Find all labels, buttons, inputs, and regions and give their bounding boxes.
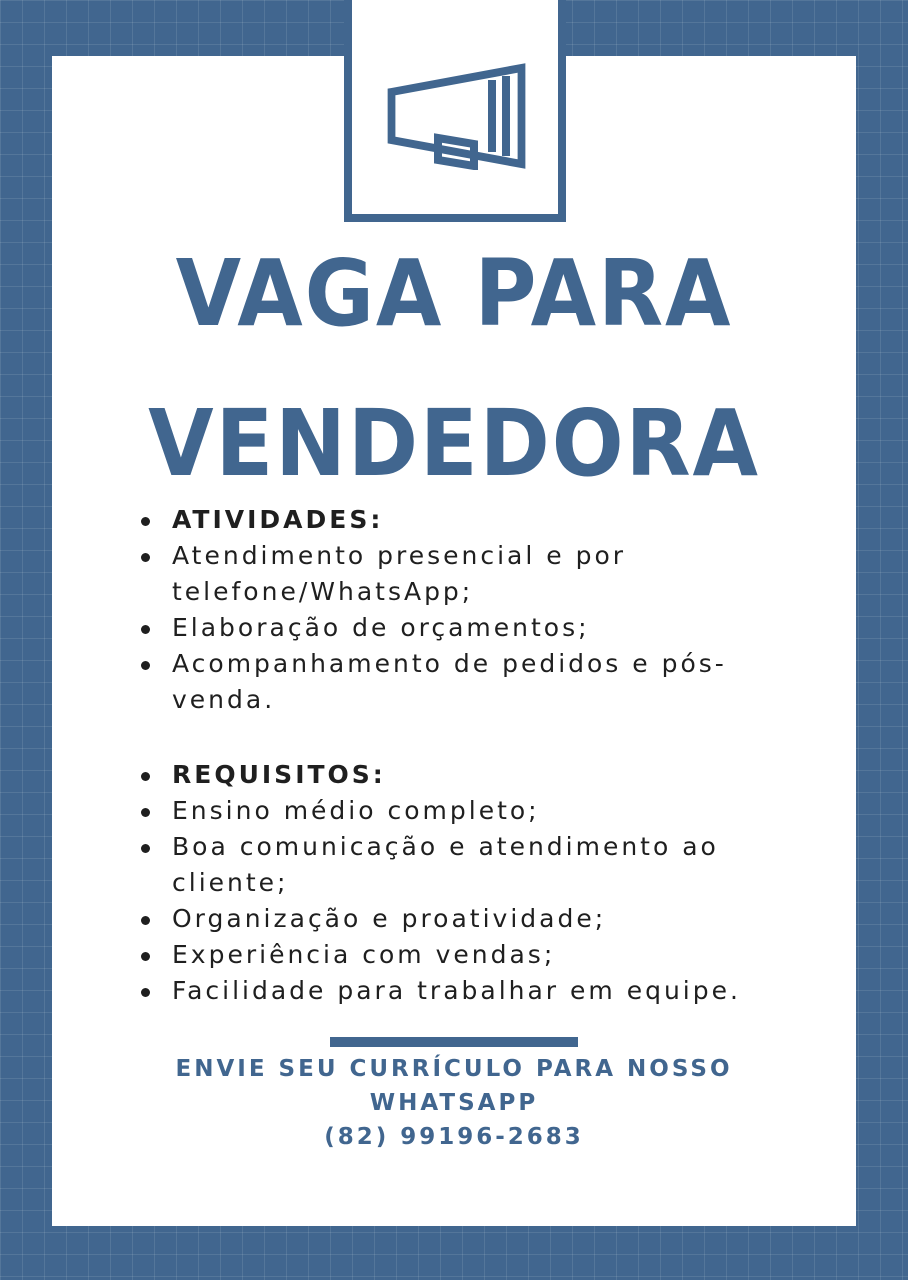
cta-line1: ENVIE SEU CURRÍCULO PARA NOSSO	[175, 1056, 733, 1082]
phone-number[interactable]: (82) 99196-2683	[324, 1124, 584, 1150]
atividades-list	[138, 502, 818, 718]
divider	[330, 1037, 578, 1047]
list-item: Atendimento presencial e por telefone/WhatsApp;	[138, 538, 818, 610]
list-item: Elaboração de orçamentos;	[138, 610, 818, 646]
requisitos-heading: REQUISITOS:	[138, 757, 818, 793]
icon-box	[344, 0, 566, 222]
list-item: Experiência com vendas;	[138, 937, 818, 973]
page-title-line1: VAGA PARA	[175, 240, 733, 347]
list-item: Ensino médio completo;	[138, 793, 818, 829]
list-item: Boa comunicação e atendimento ao cliente;	[138, 829, 818, 901]
requisitos-list	[138, 757, 818, 1009]
cta-line2: WHATSAPP	[369, 1090, 539, 1116]
list-item: Facilidade para trabalhar em equipe.	[138, 973, 818, 1009]
page-title-line2: VENDEDORA	[148, 390, 760, 497]
list-item: Acompanhamento de pedidos e pós-venda.	[138, 646, 818, 718]
list-item: Organização e proatividade;	[138, 901, 818, 937]
megaphone-icon	[380, 60, 530, 170]
atividades-heading: ATIVIDADES:	[138, 502, 818, 538]
